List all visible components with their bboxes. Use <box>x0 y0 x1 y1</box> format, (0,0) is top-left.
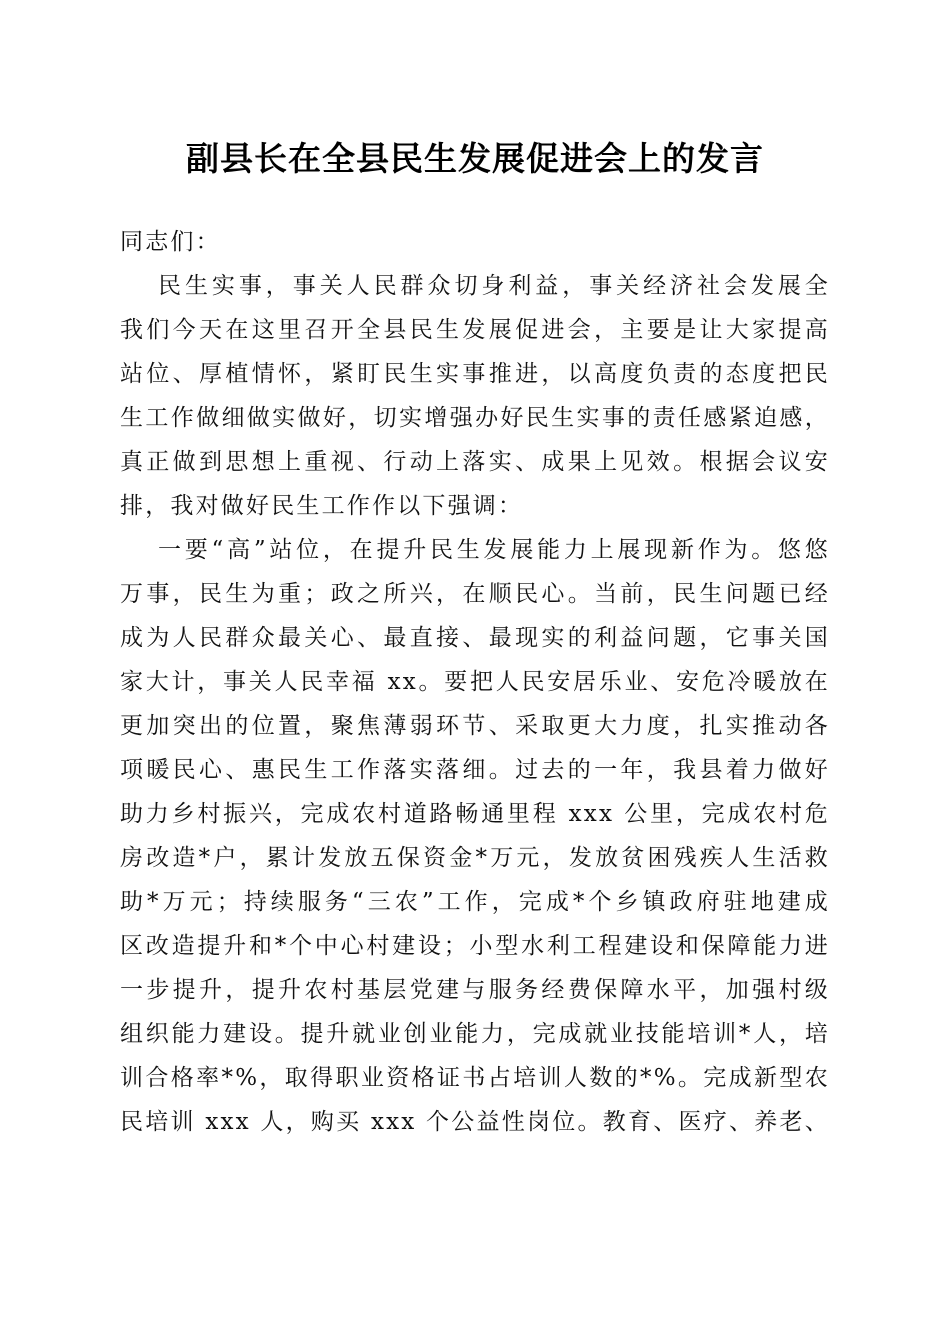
salutation-line: 同志们： <box>120 229 221 255</box>
paragraph-line: 助*万元；持续服务“三农”工作，完成*个乡镇政府驻地建成 <box>120 889 830 915</box>
document-body <box>120 220 830 1144</box>
paragraph-line: 生工作做细做实做好，切实增强办好民生实事的责任感紧迫感， <box>120 405 830 431</box>
paragraph-line: 站位、厚植情怀，紧盯民生实事推进，以高度负责的态度把民 <box>120 361 830 387</box>
paragraph-line: 一要“高”站位，在提升民生发展能力上展现新作为。悠悠 <box>158 537 830 563</box>
paragraph-line: 真正做到思想上重视、行动上落实、成果上见效。根据会议安 <box>120 449 830 475</box>
paragraph-line: 组织能力建设。提升就业创业能力，完成就业技能培训*人，培 <box>120 1021 830 1047</box>
paragraph-line: 助力乡村振兴，完成农村道路畅通里程 xxx 公里，完成农村危 <box>120 801 830 827</box>
paragraph-line: 万事，民生为重；政之所兴，在顺民心。当前，民生问题已经 <box>120 581 830 607</box>
paragraph-line: 训合格率*%，取得职业资格证书占培训人数的*%。完成新型农 <box>120 1065 830 1091</box>
paragraph-line: 成为人民群众最关心、最直接、最现实的利益问题，它事关国 <box>120 625 830 651</box>
paragraph-line: 家大计，事关人民幸福 xx。要把人民安居乐业、安危冷暖放在 <box>120 669 830 695</box>
paragraph-line: 民培训 xxx 人，购买 xxx 个公益性岗位。教育、医疗、养老、 <box>120 1109 830 1135</box>
document-title: 副县长在全县民生发展促进会上的发言 <box>186 139 764 178</box>
paragraph-line: 民生实事，事关人民群众切身利益，事关经济社会发展全 <box>158 273 830 299</box>
paragraph-line: 一步提升，提升农村基层党建与服务经费保障水平，加强村级 <box>120 977 830 1003</box>
paragraph-line: 更加突出的位置，聚焦薄弱环节、采取更大力度，扎实推动各 <box>120 713 830 739</box>
paragraph-line: 排，我对做好民生工作作以下强调： <box>120 493 524 519</box>
paragraph-line: 项暖民心、惠民生工作落实落细。过去的一年，我县着力做好 <box>120 757 830 783</box>
paragraph-line: 我们今天在这里召开全县民生发展促进会，主要是让大家提高 <box>120 317 830 343</box>
paragraph-line: 区改造提升和*个中心村建设；小型水利工程建设和保障能力进 <box>120 933 830 959</box>
paragraph-line: 房改造*户，累计发放五保资金*万元，发放贫困残疾人生活救 <box>120 845 830 871</box>
